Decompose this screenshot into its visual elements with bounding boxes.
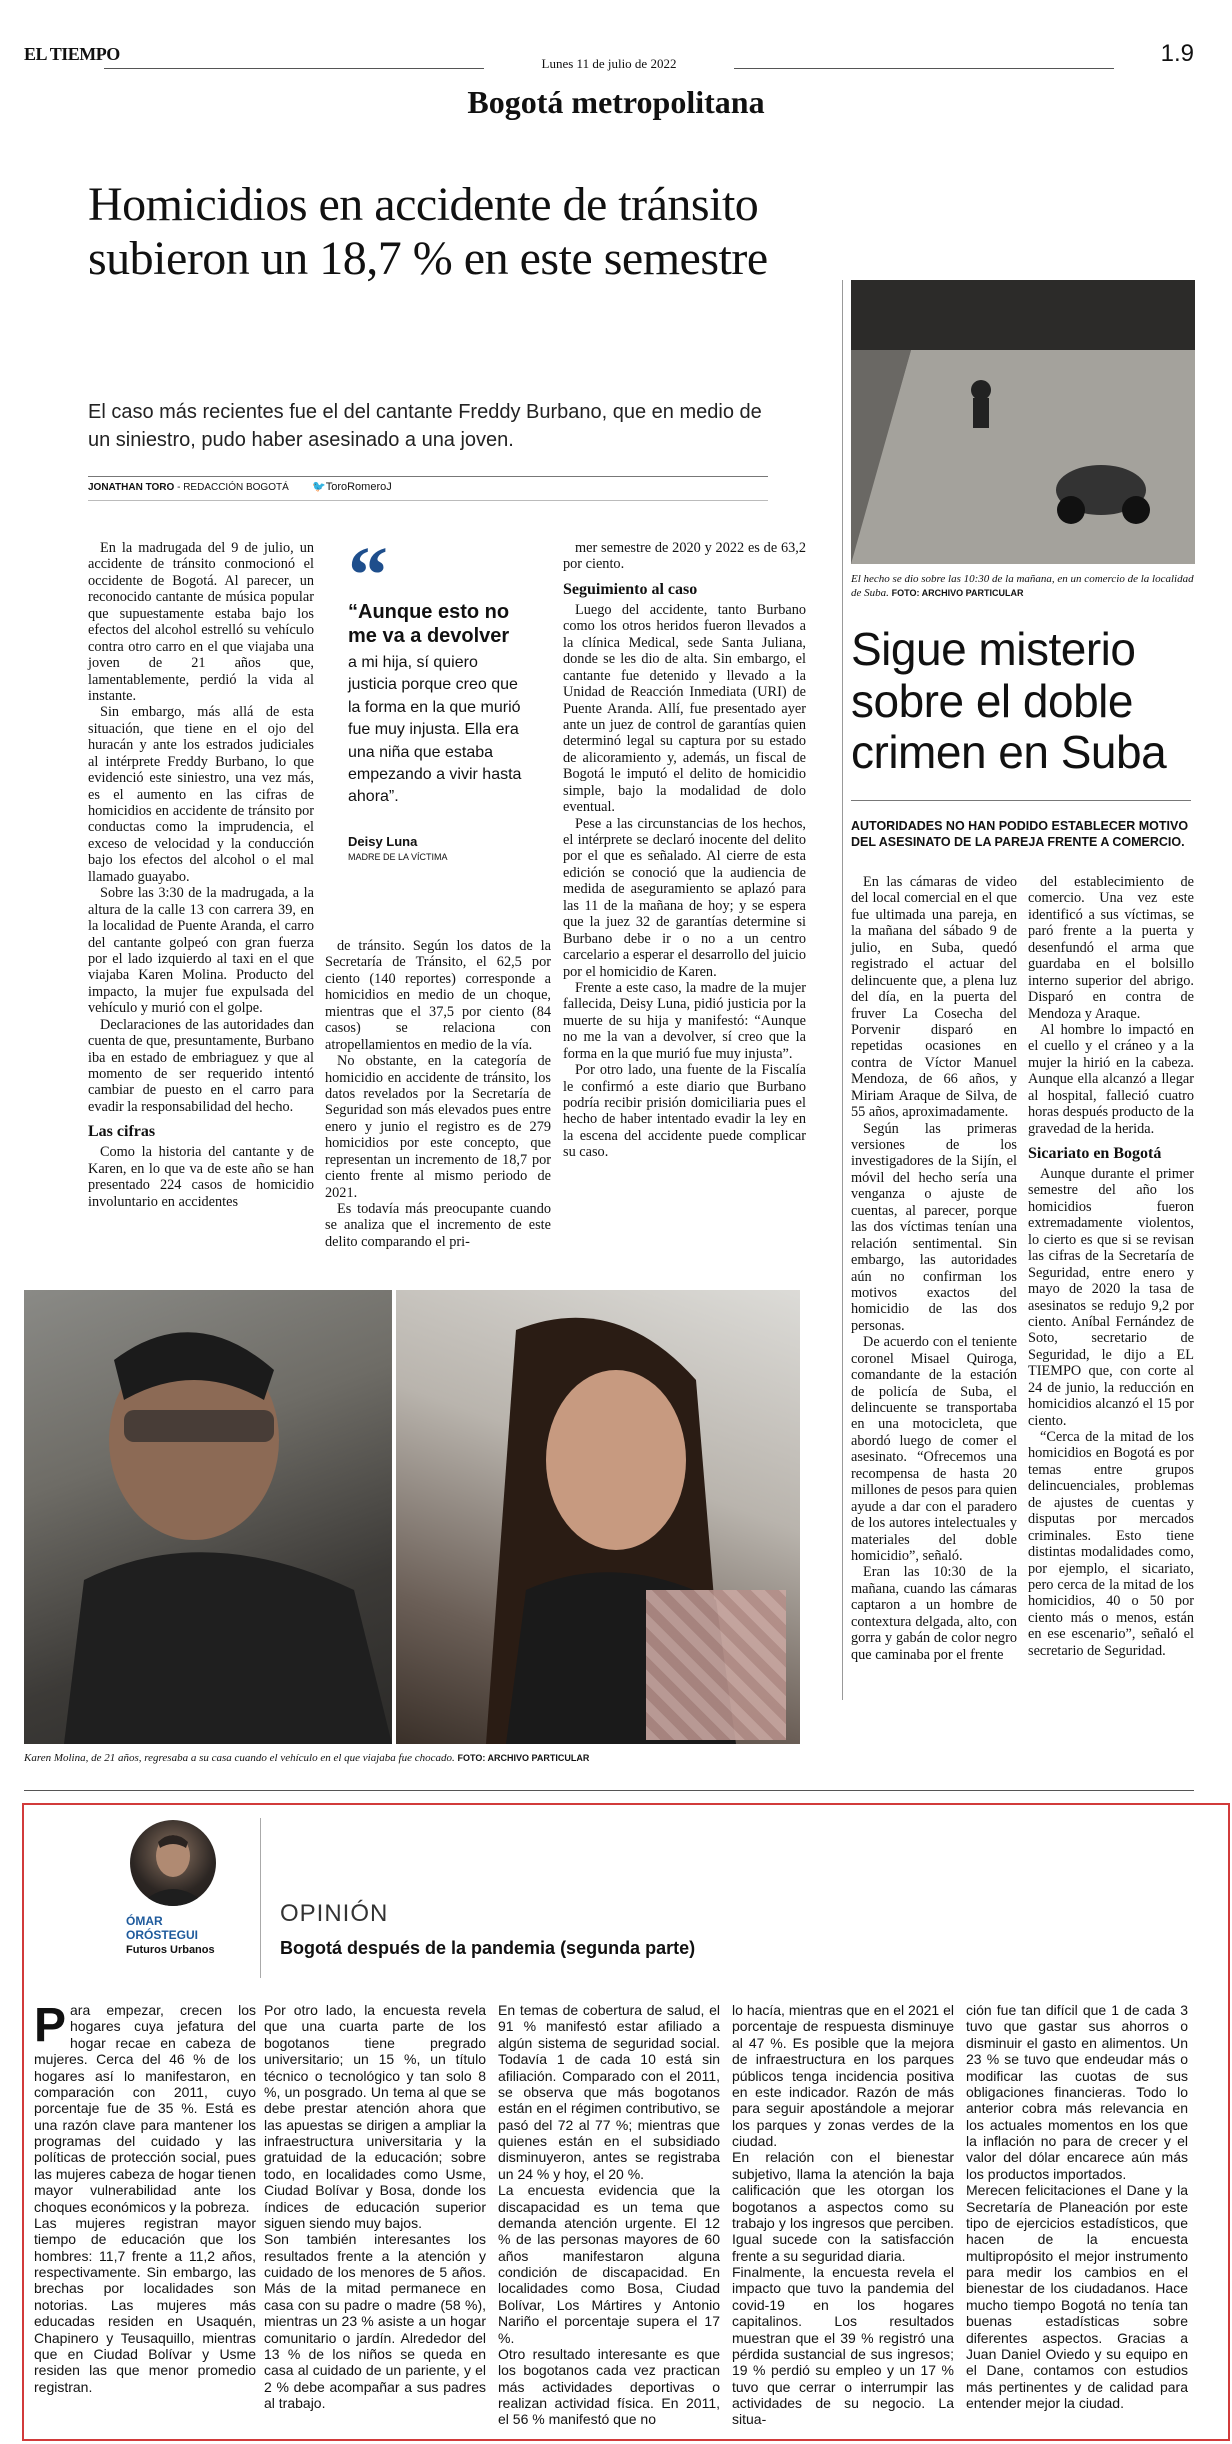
author-portrait-icon [130, 1820, 216, 1906]
opinion-divider [260, 1818, 261, 1978]
photo-freddy-burbano [24, 1290, 392, 1744]
byline-rule [88, 476, 768, 477]
author-last: ORÓSTEGUI [126, 1928, 199, 1943]
sidebar-col1-paragraph: Según las primeras versiones de los investigadores de la Sijín, el móvil del hecho sería una venganza o ajuste de cuentas, al parecer, porque las dos víctimas tenían una relación sentimental. Sin embargo, las autoridades aún no confirman los motivos exactos del homicidio de las dos personas. [851, 1120, 1017, 1334]
opinion-column-1 [34, 1999, 256, 2395]
photo-caption-text: Karen Molina, de 21 años, regresaba a su casa cuando el vehículo en el que viajaba fue chocado. [24, 1752, 455, 1764]
sidebar-col1-paragraph: En las cámaras de video del local comercial en el que fue ultimada una pareja, en la mañana del sábado 9 de julio, en Suba, quedó registrado el actuar del delincuente que, a plena luz del día, en la puerta del fruver La Cosecha del Porvenir disparó en repetidas ocasiones en contra de Víctor Manuel Mendoza, de 66 años, y Miriam Araque de Silva, de 55 años, aproximadamente. [851, 874, 1017, 1121]
avatar [130, 1820, 216, 1906]
article-col3-paragraph: mer semestre de 2020 y 2022 es de 63,2 por ciento. [563, 540, 806, 573]
sidebar-rule [851, 800, 1191, 801]
article-col1-paragraph: Sobre las 3:30 de la madrugada, a la altura de la calle 13 con carrera 39, en la localidad de Puente Aranda, el carro del cantante golpeó con gran fuerza por el lado izquierdo al taxi en el que viajaba Karen Molina. Producto del impacto, la mujer fue expulsada del vehículo y murió con el golpe. [88, 885, 314, 1017]
article-col3-paragraph: Pese a las circunstancias de los hechos, el intérprete se declaró inocente del delito por el que es señalado. Al cierre de esta edición se conoció que la audiencia de medida de aseguramiento se aplazó para las 11 de la mañana de hoy; y se espera que la juez 32 de garantías determine si Burbano debe ir o no a un centro carcelario a esperar el desarrollo del juicio por el homicidio de Karen. [563, 815, 806, 980]
pull-quote-body: a mi hija, sí quiero justicia porque creo que la forma en la que murió fue muy injusta. Ella era una niña que estaba empezando a vivir hasta ahora”. [348, 654, 522, 806]
byline-desk: - REDACCIÓN BOGOTÁ [174, 482, 289, 493]
twitter-handle[interactable] [312, 480, 392, 493]
pull-quote-lead: “Aunque esto no me va a devolver [348, 601, 510, 647]
sidebar-col1-paragraph: De acuerdo con el teniente coronel Misael Quiroga, comandante de la estación de policía de Suba, el delincuente se transportaba en una motocicleta, que abordó luego de comer el asesinato. “Ofrecemos una recompensa de hasta 20 millones de pesos para quien ayude a dar con el paradero de los autores intelectuales y materiales del doble homicidio”, señaló. [851, 1334, 1017, 1564]
opinion-col2-paragraph: Por otro lado, la encuesta revela que una cuarta parte de los bogotanos tiene pregrado universitario; un 15 %, un título técnico o tecnológico y tan solo 8 %, un posgrado. Un tema al que se debe prestar atención ahora que las apuestas se dirigen a ampliar la infraestructura universitaria y la gratuidad de la educación; sobre todo, en localidades como Usme, Ciudad Bolívar y Bosa, donde los índices de educación superior siguen siendo muy bajos. [264, 2002, 486, 2231]
photo-credit: FOTO: ARCHIVO PARTICULAR [457, 1753, 590, 1763]
page-header [24, 40, 1194, 70]
article-col2-paragraph: No obstante, en la categoría de homicidio en accidente de tránsito, los datos revelados por la Secretaría de Seguridad son más elevados pues entre enero y junio el registro es de 279 homicidios por este concepto, que representan un incremento de 18,7 por ciento frente al mismo periodo de 2021. [325, 1053, 551, 1201]
article-headline: Homicidios en accidente de tránsito subieron un 18,7 % en este semestre [88, 178, 768, 285]
opinion-col4-paragraph: lo hacía, mientras que en el 2021 el porcentaje de respuesta disminuye al 47 %. Es posible que la mejora de infraestructura en los parques públicos tenga incidencia positiva en este indicador. Razón de más para seguir apostándole a mejorar los parques y zonas verdes de la ciudad. [732, 2002, 954, 2149]
article-column-2 [325, 938, 551, 1250]
quote-icon: “ [348, 536, 388, 598]
brand-logo: EL TIEMPO [24, 44, 120, 64]
opinion-label: OPINIÓN [280, 1900, 389, 1927]
photo-suba-street [851, 280, 1195, 564]
sidebar-subhead: AUTORIDADES NO HAN PODIDO ESTABLECER MOTIVO DEL ASESINATO DE LA PAREJA FRENTE A COMERCIO. [851, 819, 1189, 850]
sidebar-photo-credit: FOTO: ARCHIVO PARTICULAR [891, 588, 1024, 599]
photo-karen-molina [396, 1290, 800, 1744]
issue-date: Lunes 11 de julio de 2022 [541, 56, 677, 71]
opinion-col5-paragraph: ción fue tan difícil que 1 de cada 3 tuvo que gastar sus ahorros o disminuir el gasto en alimentos. Un 23 % se tuvo que endeudar más o modificar las cuotas de sus obligaciones financieras. Todo lo anterior cobra más relevancia en los actuales momentos en los que la inflación no para de crecer y el valor del dólar encarece aún más los productos importados. [966, 2002, 1188, 2182]
opinion-col4-paragraph: Finalmente, la encuesta revela el impacto que tuvo la pandemia del covid-19 en los hogares capitalinos. Los resultados muestran que el 39 % registró una pérdida sustancial de sus ingresos; 19 % perdió su empleo y un 17 % tuvo que cerrar o interrumpir las actividades de su negocio. La situa- [732, 2264, 954, 2428]
article-col2-paragraph: Es todavía más preocupante cuando se analiza que el incremento de este delito comparando el pri- [325, 1201, 551, 1250]
subhead-seguimiento: Seguimiento al caso [563, 580, 698, 598]
sidebar-photo-caption-text: El hecho se dio sobre las 10:30 de la mañana, en un comercio de la localidad de Suba. [851, 573, 1194, 600]
opinion-column-2 [264, 2002, 486, 2411]
sidebar-column-2 [1028, 874, 1194, 1659]
byline [88, 482, 289, 493]
opinion-column-3 [498, 2002, 720, 2428]
author-org: Futuros Urbanos [126, 1944, 215, 1956]
author-first: ÓMAR [126, 1914, 163, 1928]
article-col1-paragraph: Declaraciones de las autoridades dan cuenta de que, presuntamente, Burbano iba en estado de embriaguez y que al momento de ser requerido intentó cambiar de puesto en el carro para evadir la responsabilidad del hecho. [88, 1016, 314, 1115]
opinion-column-4 [732, 2002, 954, 2428]
article-column-3 [563, 540, 806, 1161]
opinion-column-5 [966, 2002, 1188, 2411]
page-number: 1.9 [1160, 40, 1194, 67]
article-col1-paragraph: En la madrugada del 9 de julio, un accidente de tránsito conmocionó el occidente de Bogotá. Al parecer, un reconocido cantante de música popular que supuestamente estaba bajo los efectos del alcohol estrelló su vehículo contra otro carro en el que viajaba una joven de 21 años que, lamentablemente, perdió la vida al instante. [88, 540, 314, 704]
article-deck: El caso más recientes fue el del cantante Freddy Burbano, que en medio de un siniestro, pudo haber asesinado a una joven. [88, 401, 762, 451]
opinion-col3-paragraph: En temas de cobertura de salud, el 91 % manifestó estar afiliado a algún sistema de seguridad social. Todavía 1 de cada 10 está sin afiliación. Comparado con el 2011, se observa que más bogotanos están en el régimen contributivo, se pasó del 72 al 77 %; mientras que quienes están en el subsidiado disminuyeron, antes se registraba un 24 % y hoy, el 20 %. [498, 2002, 720, 2182]
article-col3-paragraph: Luego del accidente, tanto Burbano como los otros heridos fueron llevados a la clínica Medical, sede Santa Juliana, donde se les dio de alta. Sin embargo, el cantante fue detenido y llevado a la Unidad de Reacción Inmediata (URI) de Puente Aranda. Allí, fue presentado ayer ante un juez de control de garantías quien determinó legal su captura por su estado de alicoramiento y, además, un fiscal de Bogotá le imputó el delito de homicidio simple, bajo la modalidad de dolo eventual. [563, 601, 806, 816]
sidebar-col2-paragraph: “Cerca de la mitad de los homicidios en Bogotá es por temas entre grupos delincuenciales, problemas de ajustes de cuentas y disputas por mercados criminales. Esto tiene distintas modalidades como, por ejemplo, el sicariato, pero cerca de la mitad de los homicidios, 40 o 50 por ciento más o menos, están en ese escenario”, señaló el secretario de Seguridad. [1028, 1429, 1194, 1659]
sidebar-col1-paragraph: Eran las 10:30 de la mañana, cuando las cámaras captaron a un hombre de contextura delgada, alto, con gorra y gabán de color negro que caminaba por el frente [851, 1564, 1017, 1663]
man-portrait-icon [24, 1290, 392, 1744]
sidebar-column-1 [851, 874, 1017, 1663]
column-divider [842, 280, 843, 1700]
opinion-col5-paragraph: Merecen felicitaciones el Dane y la Secretaría de Planeación por este tipo de ejercicios estadísticos, que hacen de la encuesta multipropósito el mejor instrumento para medir los cambios en el bienestar de los ciudadanos. Hace mucho tiempo Bogotá no tenía tan buenas estadísticas sobre diferentes aspectos. Gracias a Juan Daniel Oviedo y su equipo en el Dane, contamos con estudios más pertinentes y de calidad para entender mejor la ciudad. [966, 2182, 1188, 2411]
section-title: Bogotá metropolitana [467, 84, 765, 120]
article-col2-paragraph: de tránsito. Según los datos de la Secretaría de Tránsito, el 62,5 por ciento (140 reportes) corresponde a homicidios en medio de un choque, mientras que el 37,5 por ciento (84 casos) se relaciona con atropellamientos en medio de la vía. [325, 938, 551, 1053]
opinion-col1-paragraph: Las mujeres registran mayor tiempo de educación que los hombres: 11,7 frente a 11,2 años, respectivamente. Sin embargo, las brechas por localidades son notorias. Las mujeres más educadas residen en Usaquén, Chapinero y Teusaquillo, mientras que en Ciudad Bolívar y Usme residen las que menor promedio registran. [34, 2214, 256, 2395]
subhead-sicariato: Sicariato en Bogotá [1028, 1145, 1162, 1162]
article-col1-paragraph: Sin embargo, más allá de esta situación, que tiene en el ojo del huracán y ante los estrados judiciales al intérprete Freddy Burbano, lo que evidenció este siniestro, una vez más, es el aumento en las cifras de homicidios en accidente de tránsito por conductas como la imprudencia, el exceso de velocidad y la conducción bajo los efectos del alcohol o el mal llamado guayabo. [88, 704, 314, 885]
article-column-1 [88, 540, 314, 1210]
opinion-col2-paragraph: Son también interesantes los resultados frente a la atención y cuidado de los menores de 5 años. Más de la mitad permanece en casa con su padre o madre (58 %), mientras un 23 % asiste a un hogar comunitario o jardín. Alrededor del 13 % de los niños se queda en casa al cuidado de un pariente, y el 2 % debe acompañar a sus padres al trabajo. [264, 2231, 486, 2411]
pull-quote-name: Deisy Luna [348, 834, 418, 849]
photo-caption [24, 1752, 589, 1764]
section-divider [24, 1790, 1194, 1791]
dropcap: P [34, 1999, 67, 2052]
sidebar-col2-paragraph: Al hombre lo impactó en el cuello y el cráneo y a la mujer la hirió en la cabeza. Aunque ella alcanzó a llegar al hospital, falleció cuatro horas después producto de la gravedad de la herida. [1028, 1021, 1194, 1137]
street-scene-icon [851, 280, 1195, 564]
subhead-cifras: Las cifras [88, 1123, 156, 1141]
opinion-lead-text: ara empezar, crecen los hogares cuya jefatura del hogar recae en cabeza de mujeres. Cerca del 46 % de los hogares así lo manifestaron, en comparación con 2011, cuyo porcentaje fue de 35 %. Está es una razón clave para mantener los programas del cuidado y las políticas de protección social, pues las mujeres cabeza de hogar tienen mayor vulnerabilidad ante los choques económicos y la pobreza. [34, 2002, 256, 2215]
blurred-face [646, 1590, 786, 1740]
sidebar-col2-paragraph: del establecimiento de comercio. Una vez este identificó a sus víctimas, se paró frente a la puerta y desenfundó el arma que guardaba en el bolsillo interno superior del abrigo. Disparó en contra de Mendoza y Araque. [1028, 874, 1194, 1022]
opinion-title: Bogotá después de la pandemia (segunda parte) [280, 1938, 696, 1958]
article-col3-paragraph: Por otro lado, una fuente de la Fiscalía le confirmó a este diario que Burbano podría recibir prisión domiciliaria pues el hecho de haber intentado evadir la ley en la escena del accidente puede complicar su caso. [563, 1062, 806, 1161]
article-col3-paragraph: Frente a este caso, la madre de la mujer fallecida, Deisy Luna, pidió justicia por la muerte de su hija y manifestó: “Aunque no me la van a devolver, sí creo que la forma en la que murió fue muy injusta”. [563, 979, 806, 1062]
opinion-col3-paragraph: La encuesta evidencia que la discapacidad es un tema que demanda atención urgente. El 12 % de las personas mayores de 60 años manifestaron alguna condición de discapacidad. En localidades como Bosa, Ciudad Bolívar, Los Mártires y Antonio Nariño el porcentaje supera el 17 %. [498, 2182, 720, 2346]
twitter-handle-text: ToroRomeroJ [325, 481, 392, 493]
sidebar-photo-caption [851, 572, 1195, 601]
byline-name: JONATHAN TORO [88, 482, 175, 493]
byline-rule-bottom [88, 500, 768, 501]
author-name [126, 1914, 198, 1943]
opinion-col4-paragraph: En relación con el bienestar subjetivo, llama la atención la baja calificación que les otorgan los bogotanos a aspectos como su trabajo y los ingresos que perciben. Igual sucede con la satisfacción frente a su seguridad diaria. [732, 2149, 954, 2264]
twitter-icon: 🐦 [312, 481, 326, 493]
article-col1-paragraph: Como la historia del cantante y de Karen, en lo que va de este año se han presentado 224 casos de homicidio involuntario en accidentes [88, 1144, 314, 1210]
opinion-col3-paragraph: Otro resultado interesante es que los bogotanos cada vez practican más actividades deportivas o realizan actividad física. En 2011, el 56 % manifestó que no [498, 2345, 720, 2428]
pull-quote-role: MADRE DE LA VÍCTIMA [348, 852, 448, 862]
header-rule-right [734, 68, 1114, 69]
sidebar-headline: Sigue misterio sobre el doble crimen en Suba [851, 623, 1167, 779]
sidebar-col2-paragraph: Aunque durante el primer semestre del año los homicidios fueron extremadamente violentos, lo cierto es que si se revisan las cifras de la Secretaría de Seguridad, entre enero y mayo de 2020 la tasa de asesinatos se redujo 9,2 por ciento. Aníbal Fernández de Soto, secretario de Seguridad, le dijo a EL TIEMPO que, con corte al 24 de junio, la reducción en homicidios alcanzó el 15 por ciento. [1028, 1166, 1194, 1429]
